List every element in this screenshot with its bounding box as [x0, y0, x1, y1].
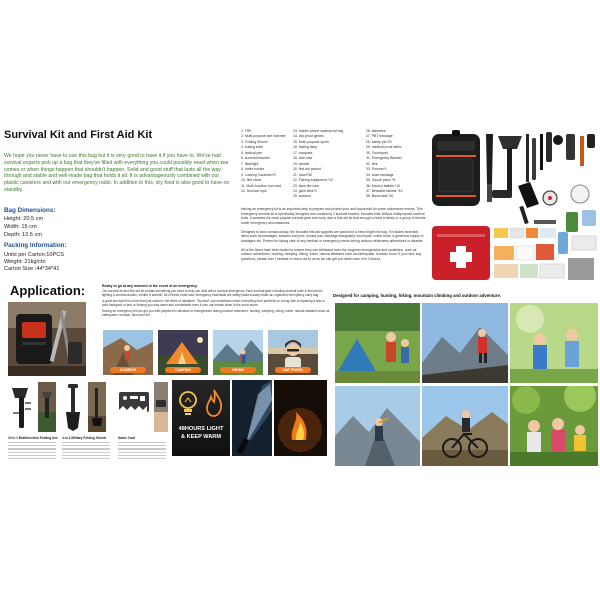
flame-icon: [204, 389, 224, 417]
bag-height: Height: 20.5 cm: [4, 216, 44, 222]
description-paragraph: All of the items have been tested to ensure they can withstand even the toughest emergencies and conditions, such as outdoor adventures, hunting, camping, hiking, travel, natural disasters such as earthquake, tornado, flood. If you have any questions, please don' t hesitate to reach out to us as we can get you taken care of in 24hours.: [241, 247, 422, 261]
activities-heading: Designed for camping, hunting, hiking, mountain climbing and outdoor adventure.: [333, 293, 502, 298]
scene-label: CAR TRAVEL: [275, 367, 311, 373]
bag-width: Width: 15 cm: [4, 224, 37, 230]
carton-size: Carton Size :44*34*41: [4, 266, 60, 272]
application-text: [102, 285, 330, 319]
item-list-entry: 15. Multi-purpose spork: [293, 139, 329, 144]
card-in-use-photo: [154, 382, 168, 432]
item-list-entry: 22. Fishing equipment *12: [293, 178, 333, 183]
item-list-entry: 27. PBT bandage: [366, 134, 393, 139]
scene-label: CLIMBING: [110, 367, 146, 373]
item-list-entry: 17. compass: [293, 150, 313, 155]
scene-label: CAMPING: [165, 367, 201, 373]
item-list-entry: 18. wire saw: [293, 156, 313, 161]
item-list-entry: 3. Folding Shovel: [241, 139, 268, 144]
application-paragraph: Having an emergency kit can get you well-prepared in advance to emergencies during outdoor adventure, hunting, camping, hiking, travel, natural disasters such as earthquake, tornado, flood and fire.: [102, 308, 330, 317]
item-list-entry: 13. mobile phone waterproof bag: [293, 129, 344, 133]
item-list-entry: 14. clip-proof gloves: [293, 134, 324, 139]
description-paragraph: Designed to stow conspicuously, the included first aid supplies are packed in a extra bright red bag. It includes essential items such as bandages, scissors and pins, wound pad, bandage triangularly, tourniquet, cotton buds, a generous supply of bandages etc. Perfect for taking care of any medical or emergency needs during outdoor wilderness adventures or disaster.: [241, 229, 424, 243]
scene-label: HIKING: [220, 367, 256, 373]
scene-photo-car-travel: [268, 330, 318, 375]
item-list-entry: 35. Gauze piece *5: [366, 178, 396, 183]
activity-photo-family-picnic: [510, 386, 598, 466]
item-list-entry: 33. Poncho*1: [366, 167, 387, 172]
campfire-photo: [274, 380, 327, 456]
axe-in-use-photo: [38, 382, 56, 432]
saber-card-photo: [116, 382, 152, 432]
item-list-entry: 7. flashlight: [241, 161, 259, 166]
bag-dimensions-heading: Bag Dimensions:: [4, 207, 56, 214]
feature-line-1: 48HOURS LIGHT: [178, 426, 224, 432]
scene-photo-hiking: [213, 330, 263, 375]
tool-caption-shovel: [62, 436, 114, 459]
page-title: Survival Kit and First Aid Kit: [4, 129, 153, 141]
feature-tile-light-warm: [172, 380, 230, 456]
light-bulb-icon: [178, 390, 198, 418]
fine-print-lines: [8, 442, 56, 459]
feature-line-2: & KEEP WARM: [181, 434, 221, 440]
item-list-entry: 34. scarf bandage: [366, 172, 394, 177]
item-list-entry: 31. Emergency Blanket: [366, 156, 402, 161]
item-list-entry: 21. towel*30: [293, 172, 312, 177]
scene-photo-climbing: [103, 330, 153, 375]
tool-caption-card: [118, 436, 170, 459]
carton-weight: Weight: 21kg/ctn: [4, 259, 46, 265]
description-paragraph: Having an emergency kit is an important step to prepare and protect your and household for some unforeseen events. This emergency survival kit is specifically designed and curated by 2 survival experts, includes total 168pcs multipurpose survival tools. It contains the most popular survival gear and tools, also a first aid kit that enough to treat a family or a group of friends under emergency circumstances.: [241, 207, 426, 225]
folding-axe-photo: [8, 382, 36, 432]
item-list-entry: 38. Band-aids *20: [366, 194, 394, 199]
application-paragraph: Our survival kit and first aid kit contain everything you need to help you deal with a survival emergency. Each survival gear including survival tools & first aid kit, lighting & communication, shelter & warmth. All of these must-have emergency essentials are safely packed away inside an organized emergency carry bag.: [102, 289, 323, 298]
item-list-entry: 2. Multi-purpose axe hammer: [241, 134, 286, 139]
tool-caption-axe: [8, 436, 60, 459]
item-list-entry: 23. blow fire tube: [293, 183, 320, 188]
kit-in-use-photo: [8, 302, 86, 376]
item-list-entry: 19. whistle: [293, 161, 310, 166]
activity-photo-mountain-biker: [422, 386, 508, 466]
tool-caption: Saber Card: [118, 436, 136, 440]
tool-caption: 10 in 1 Multifunction Folding Axe: [8, 436, 58, 440]
fine-print-lines: [118, 442, 166, 459]
item-list-col-1: [241, 129, 286, 194]
intro-text: We hope you never have to use this bag but it is very good to have it if you have to. We've had survival experts pick up a bag that they've filled with everything you could possibly need when war comes or when things happen that shouldn't happen. Solid and good stuff that lasts all the way through and stable and well-made bag that holds it all. It is advantageously combined with our plastic canisters and with our emergency radio. In addition to this, dry food is also good to have on standby.: [4, 153, 230, 193]
item-list-entry: 6. survival bracelet: [241, 156, 270, 161]
item-list-entry: 10. flint stone: [241, 178, 262, 183]
item-list-entry: 8. bottle buckle: [241, 167, 265, 172]
activity-photo-family-camping: [335, 303, 420, 383]
shovel-in-use-photo: [88, 382, 106, 432]
item-list-entry: 11. Multi-function tool card: [241, 183, 282, 188]
application-tagline: Ready to go at any moment in the event of an emergency.: [102, 284, 198, 288]
item-list-col-3: [366, 129, 403, 200]
item-list-entry: 26. tweezers: [366, 129, 386, 133]
item-list-entry: 28. safety pin*20: [366, 139, 392, 144]
activity-photo-mountain-hiker: [422, 303, 508, 383]
product-contents-photo: [430, 128, 600, 288]
item-list-entry: 16. folding lamp: [293, 145, 318, 150]
item-list-entry: 9. Locking Carabiner*2: [241, 172, 276, 177]
activity-photo-rock-climber: [335, 386, 420, 466]
item-list-entry: 20. first aid packet: [293, 167, 321, 172]
item-list-entry: 37. Betadine tablets *10: [366, 188, 403, 193]
item-list-entry: 24. glow stick*1: [293, 188, 317, 193]
item-list-entry: 12. Survival rope: [241, 188, 267, 193]
kit-description: [241, 207, 426, 266]
item-list-col-2: [293, 129, 343, 200]
item-list-entry: 29. medical proof fabric: [366, 145, 402, 150]
tool-caption: 4-in-1 Military Folding Shovel: [62, 436, 107, 440]
item-list-entry: 5. tactical pen: [241, 150, 263, 155]
application-paragraph: A great survival kit is more than just useful in the times of disasters. "Survival" can sometimes mean everything from splinters on a long hike to repairing a tear in your backpack or tent or helping you stay warm and comfortable even if your car breaks down in the snow storm.: [102, 299, 325, 307]
fine-print-lines: [62, 442, 110, 459]
item-list-entry: 30. Tourniquet: [366, 150, 388, 155]
bag-depth: Depth: 12.5 cm: [4, 232, 42, 238]
scene-photo-camping: [158, 330, 208, 375]
item-list-entry: 32. tent: [366, 161, 378, 166]
packing-info-heading: Packing Information:: [4, 242, 67, 249]
item-list-entry: 1. TRK: [241, 129, 252, 133]
item-list-entry: 4. folding knife: [241, 145, 264, 150]
activity-photo-kids-outdoors: [510, 303, 598, 383]
application-heading: Application:: [10, 283, 86, 298]
folding-shovel-photo: [62, 382, 84, 432]
item-list-entry: 25. scissors: [293, 194, 312, 199]
units-per-carton: Units per Carton:10PCS: [4, 252, 65, 258]
flashlight-photo: [232, 380, 272, 456]
item-list-entry: 36. Alcohol tablets *10: [366, 183, 401, 188]
